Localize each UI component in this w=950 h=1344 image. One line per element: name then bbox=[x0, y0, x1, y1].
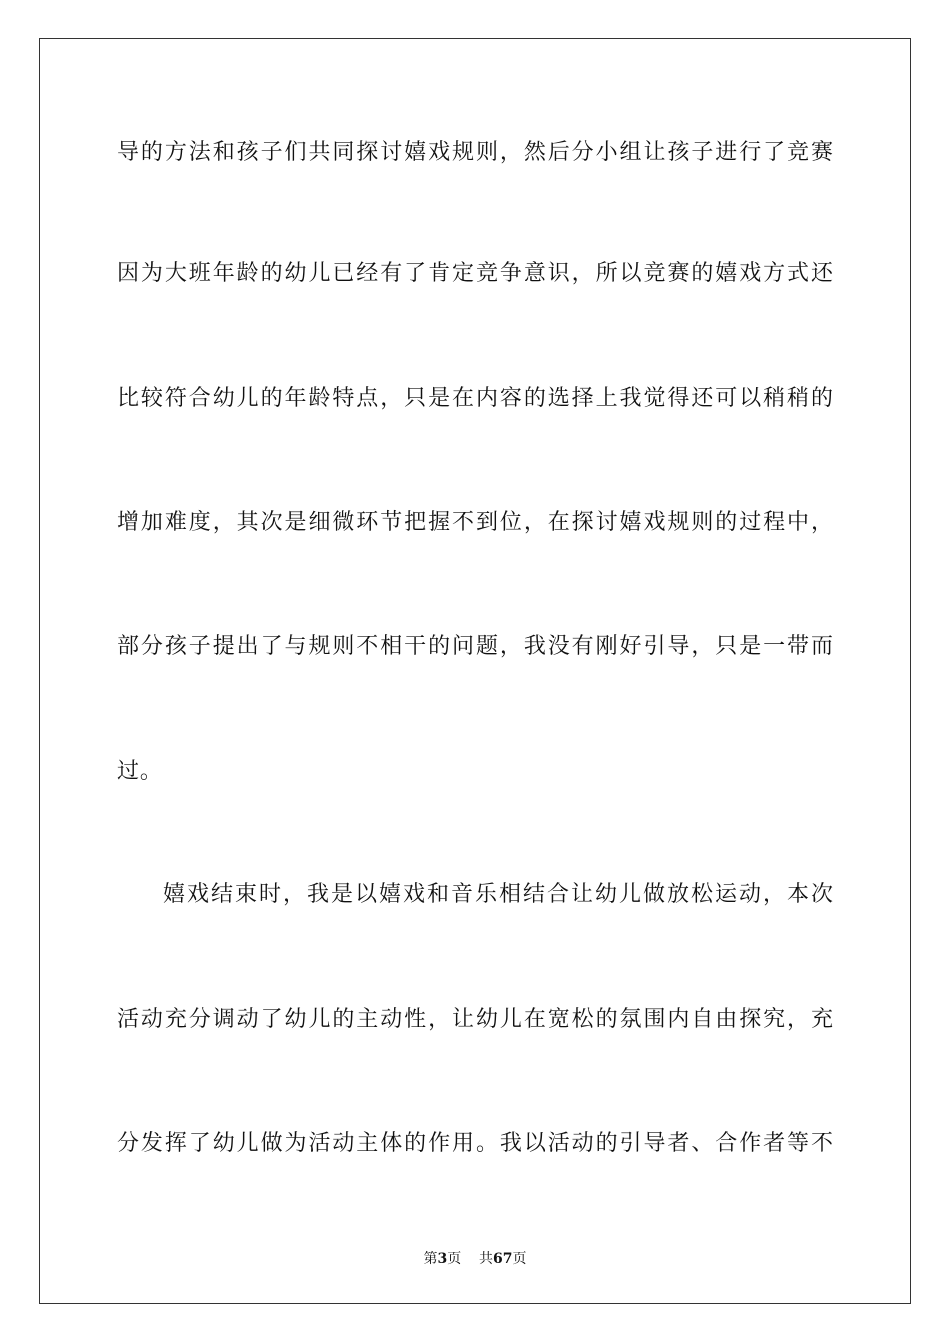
page-footer bbox=[0, 1250, 950, 1268]
total-suffix: 页 bbox=[512, 1251, 527, 1267]
page-number: 3 bbox=[437, 1251, 448, 1267]
text-line-8: 活动充分调动了幼儿的主动性，让幼儿在宽松的氛围内自由探究，充 bbox=[117, 1007, 833, 1032]
text-line-5: 部分孩子提出了与规则不相干的问题，我没有刚好引导，只是一带而 bbox=[117, 634, 833, 659]
text-line-4: 增加难度，其次是细微环节把握不到位，在探讨嬉戏规则的过程中， bbox=[117, 510, 833, 535]
text-line-9: 分发挥了幼儿做为活动主体的作用。我以活动的引导者、合作者等不 bbox=[117, 1131, 833, 1156]
page-suffix: 页 bbox=[447, 1251, 462, 1267]
total-pages: 67 bbox=[493, 1251, 513, 1267]
page-border bbox=[39, 38, 911, 1304]
text-line-6: 过。 bbox=[117, 759, 163, 784]
text-line-7: 嬉戏结束时，我是以嬉戏和音乐相结合让幼儿做放松运动，本次 bbox=[163, 882, 833, 907]
text-line-3: 比较符合幼儿的年龄特点，只是在内容的选择上我觉得还可以稍稍的 bbox=[117, 386, 833, 411]
page-prefix: 第 bbox=[423, 1251, 438, 1267]
text-line-1: 导的方法和孩子们共同探讨嬉戏规则，然后分小组让孩子进行了竞赛 bbox=[117, 140, 833, 165]
total-prefix: 共 bbox=[479, 1251, 494, 1267]
text-line-2: 因为大班年龄的幼儿已经有了肯定竞争意识，所以竞赛的嬉戏方式还 bbox=[117, 261, 833, 286]
